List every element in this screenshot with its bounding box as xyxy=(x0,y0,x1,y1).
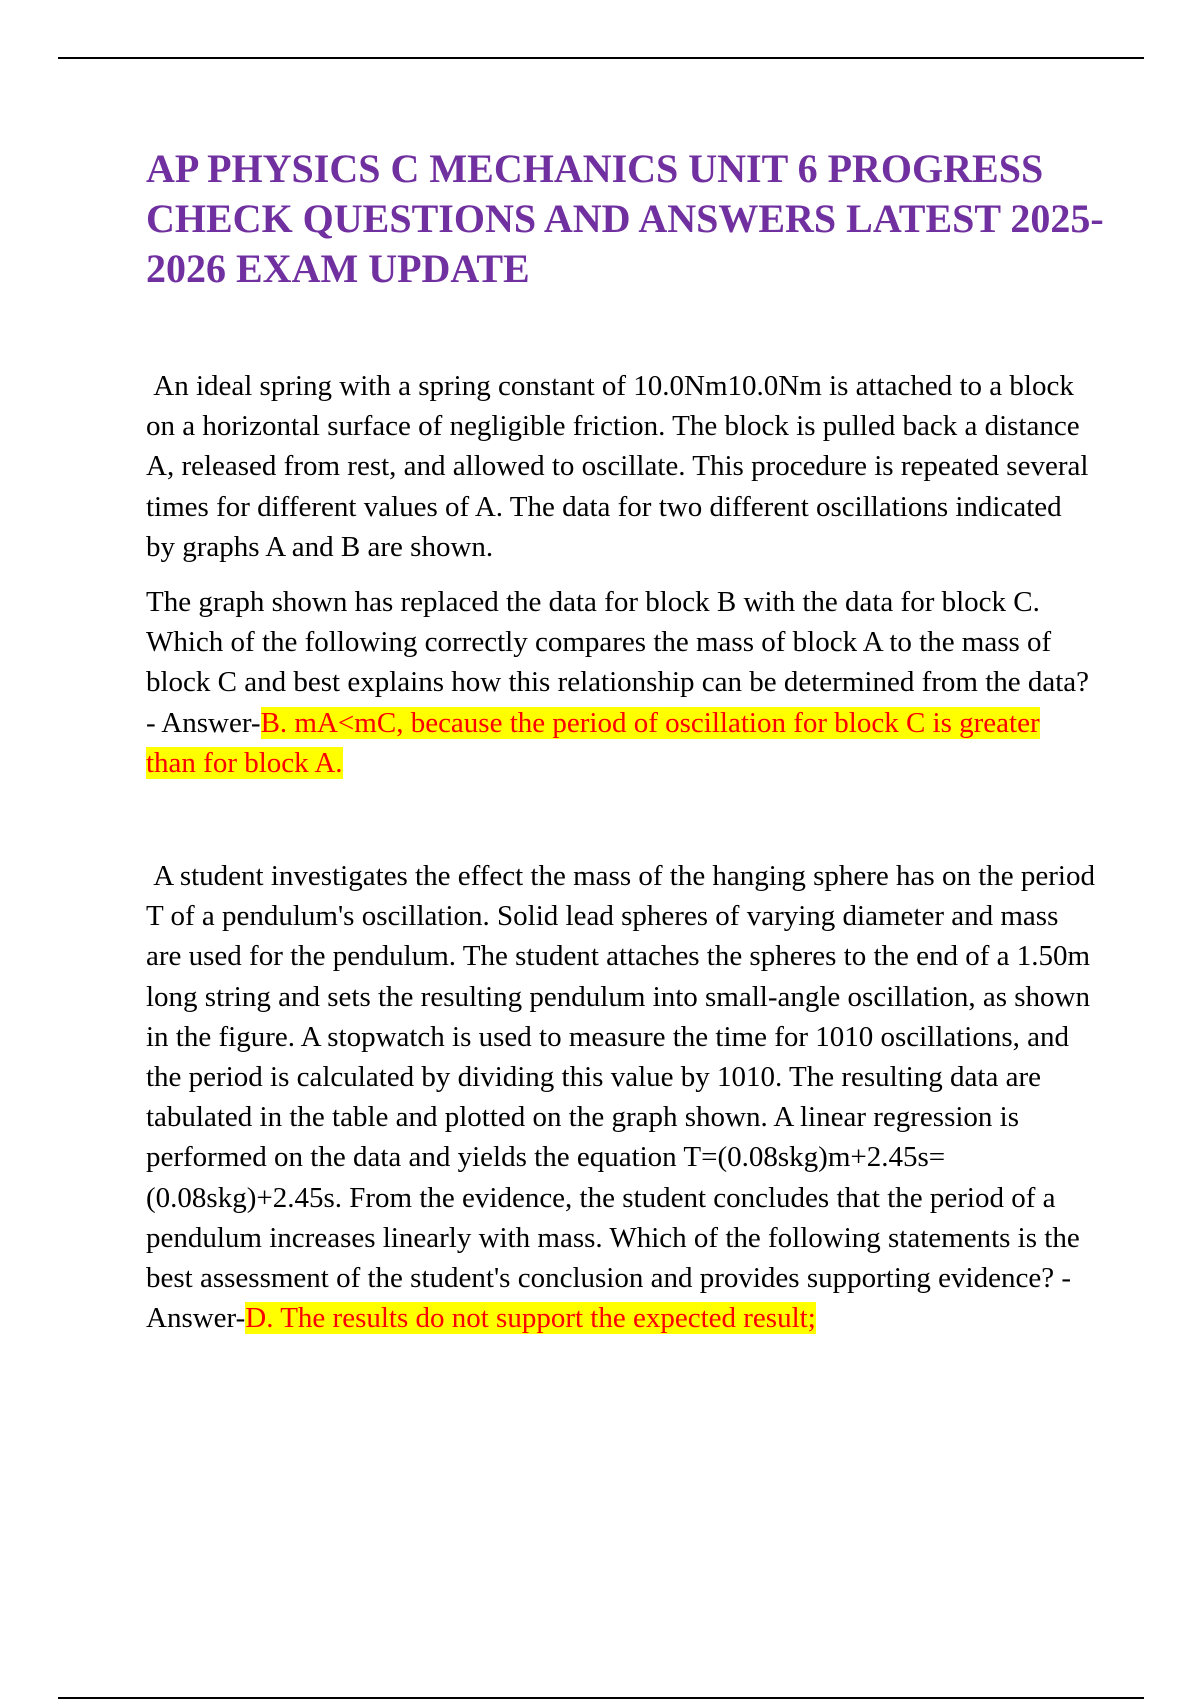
footer-rule xyxy=(58,1697,1144,1699)
question-1-prompt xyxy=(146,582,1096,783)
document-title: AP PHYSICS C MECHANICS UNIT 6 PROGRESS CHECK QUESTIONS AND ANSWERS LATEST 2025-2026 EXAM UPDATE xyxy=(146,146,1104,291)
question-2-prompt xyxy=(146,856,1102,1338)
header-rule xyxy=(58,57,1144,59)
question-1-paragraph: An ideal spring with a spring constant of 10.0Nm10.0Nm is attached to a block on a horizontal surface of negligible friction. The block is pulled back a distance A, released from rest, and allowed to oscillate. This procedure is repeated several times for different values of A. The data for two different oscillations indicated by graphs A and B are shown. xyxy=(146,370,1096,563)
question-2-prompt-text: A student investigates the effect the mass of the hanging sphere has on the period T of a pendulum's oscillation. Solid lead spheres of varying diameter and mass are used for the pendulum. The student attaches the spheres to the end of a 1.50m long string and sets the resulting pendulum into small-angle oscillation, as shown in the figure. A stopwatch is used to measure the time for 1010 oscillations, and the period is calculated by dividing this value by 1010. The resulting data are tabulated in the table and plotted on the graph shown. A linear regression is performed on the data and yields the equation T=(0.08skg)m+2.45s=(0.08skg)+2.45s. From the evidence, the student concludes that the period of a pendulum increases linearly with mass. Which of the following statements is the best assessment of the student's conclusion and provides supporting evidence? - Answer- xyxy=(146,860,1102,1335)
question-2-answer: D. The results do not support the expected result; xyxy=(245,1302,816,1335)
question-1-prompt-text: The graph shown has replaced the data for block B with the data for block C. Which of the following correctly compares the mass of block A to the mass of block C and best explains how this relationship can be determined from the data? - Answer- xyxy=(146,586,1090,739)
question-1-answer: B. mA<mC, because the period of oscillation for block C is greater than for block A. xyxy=(146,706,1040,779)
